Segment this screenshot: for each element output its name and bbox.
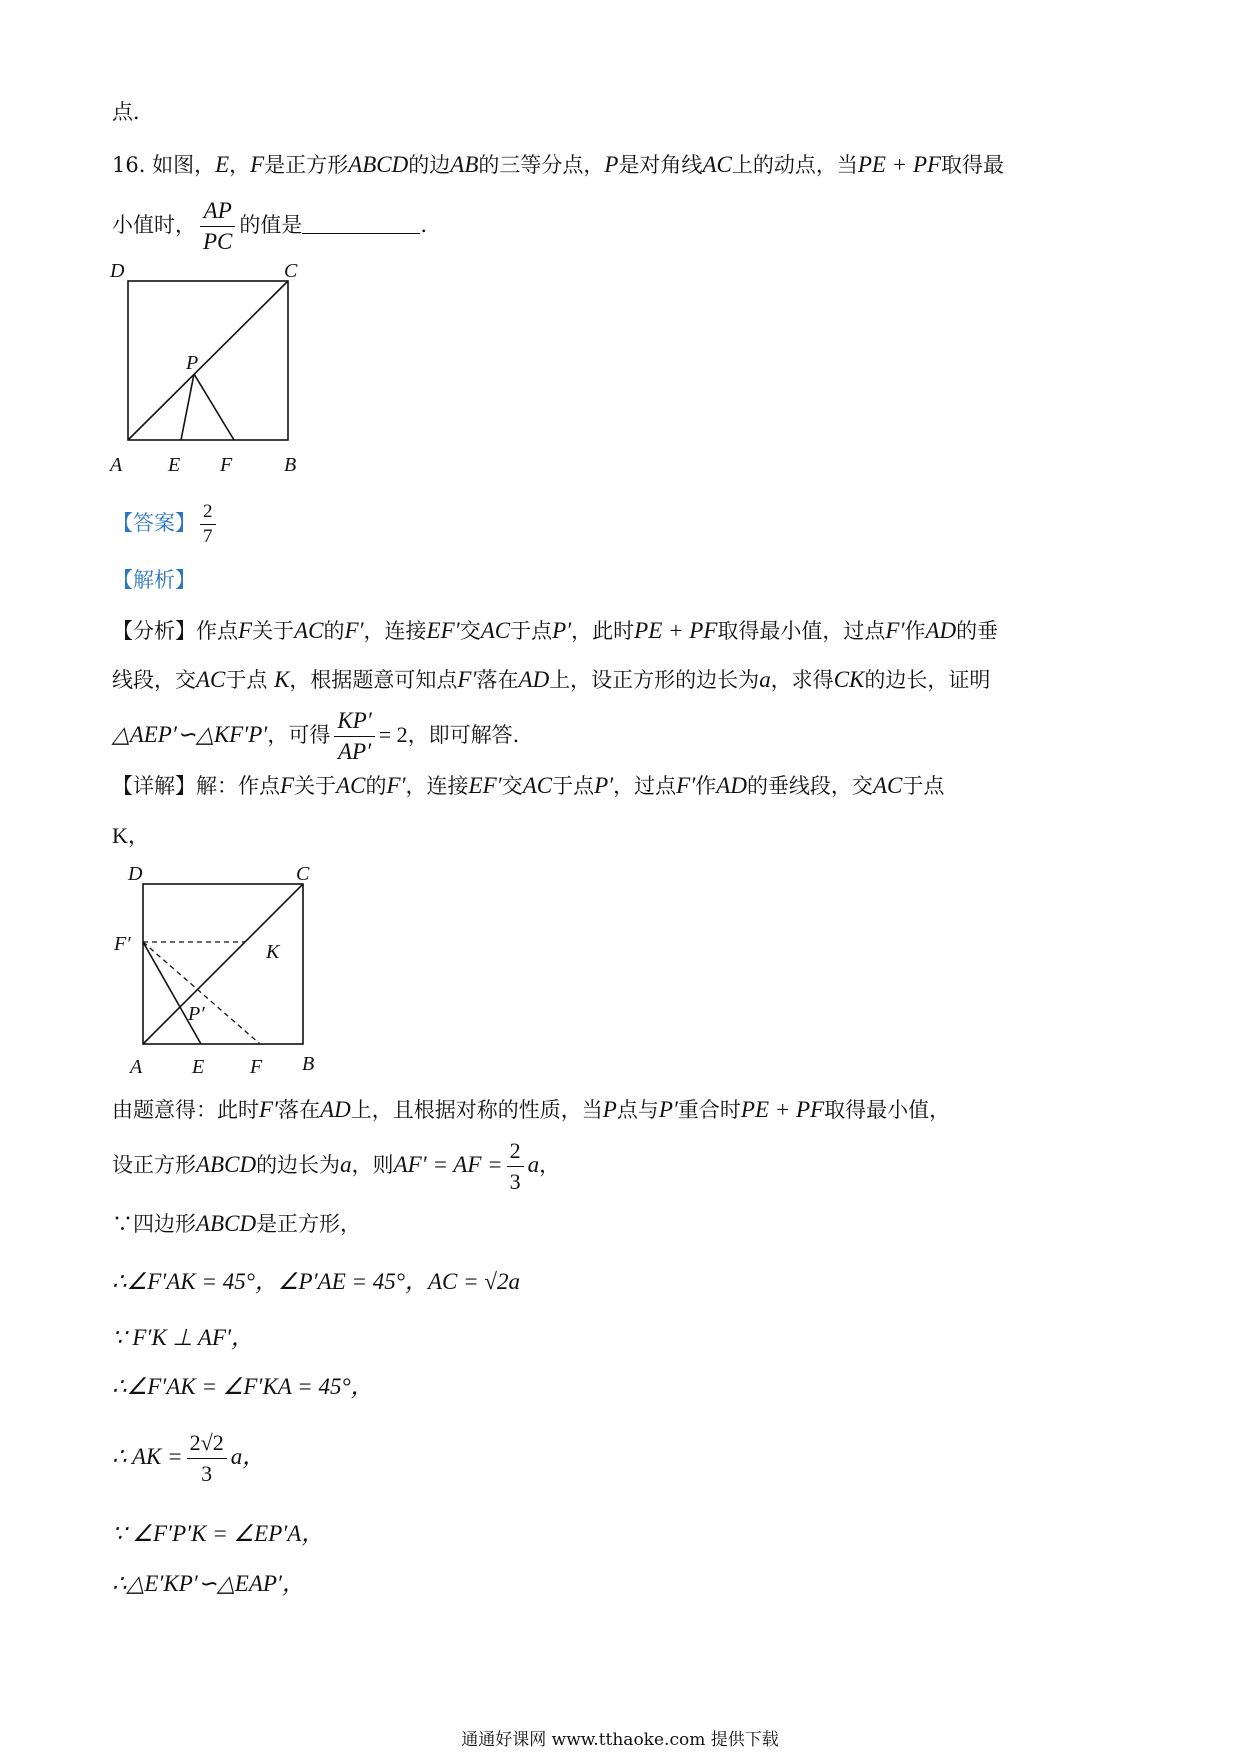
figure-square-2 xyxy=(108,860,348,1090)
label-K: K xyxy=(266,941,280,963)
label-P: P xyxy=(186,352,199,374)
intro-tail: 点． xyxy=(112,100,154,124)
step-3: ∵四边形ABCD是正方形， xyxy=(112,1211,362,1236)
answer-line: 【答案】 $\frac{2}{7}$ xyxy=(112,500,220,549)
label-A: A xyxy=(130,1056,143,1078)
question-16-line1: 16. 如图，E，F是正方形ABCD的边AB的三等分点，P是对角线AC上的动点，当PE + PF取得最 xyxy=(112,152,1005,177)
label-E: E xyxy=(192,1056,205,1078)
figure-square-1 xyxy=(108,255,328,485)
fenxi-line1: 【分析】作点F关于AC的F′，连接EF′交AC于点P′，此时PE + PF取得最小值，过点F′作AD的垂 xyxy=(112,618,999,643)
step-9: ∴△E′KP′∽△EAP′， xyxy=(112,1571,305,1596)
ratio-fraction: $\frac{AP}{PC}$ xyxy=(200,196,235,257)
label-B: B xyxy=(284,454,297,476)
step-1: 由题意得：此时F′落在AD上，且根据对称的性质，当P点与P′重合时PE + PF取得最小值， xyxy=(112,1097,951,1122)
label-A: A xyxy=(110,454,123,476)
question-16-line2: 小值时， $\frac{AP}{PC}$ 的值是 . xyxy=(112,196,427,257)
label-B: B xyxy=(302,1053,315,1075)
xiangjie-line2: K， xyxy=(112,823,150,848)
analysis-tag: 【解析】 xyxy=(112,568,196,592)
fenxi-line3: △AEP′∽△KF′P′，可得 $\frac{KP'}{AP'}$ = 2，即可解答. xyxy=(112,708,520,764)
label-F: F xyxy=(220,454,233,476)
footer-credit: 通通好课网 www.tthaoke.com 提供下载 xyxy=(461,1730,779,1750)
step-2: 设正方形ABCD的边长为a，则AF′ = AF = $\frac{2}{3}$ a， xyxy=(112,1138,561,1194)
step-7: ∴ AK = $\frac{2√2}{3}$ a， xyxy=(112,1430,266,1486)
xiangjie-line1: 【详解】解：作点F关于AC的F′，连接EF′交AC于点P′，过点F′作AD的垂线段，交AC于点 xyxy=(112,773,945,798)
step-8: ∵ ∠F′P′K = ∠EP′A， xyxy=(112,1521,325,1546)
label-C: C xyxy=(284,260,298,282)
label-E: E xyxy=(168,454,181,476)
answer-blank xyxy=(302,233,420,234)
label-D: D xyxy=(128,863,143,885)
step-4: ∴∠F′AK = 45°，∠P′AE = 45°，AC = √2a xyxy=(112,1269,520,1294)
label-C: C xyxy=(296,863,310,885)
label-F-prime: F′ xyxy=(114,933,131,955)
step-6: ∴∠F′AK = ∠F′KA = 45°， xyxy=(112,1374,374,1399)
label-F: F xyxy=(250,1056,263,1078)
fenxi-line2: 线段，交AC于点 K，根据题意可知点F′落在AD上，设正方形的边长为a，求得CK的边长，证明 xyxy=(112,667,991,692)
label-P-prime: P′ xyxy=(188,1003,205,1025)
label-D: D xyxy=(110,260,125,282)
step-5: ∵ F′K ⊥ AF′， xyxy=(112,1325,255,1350)
